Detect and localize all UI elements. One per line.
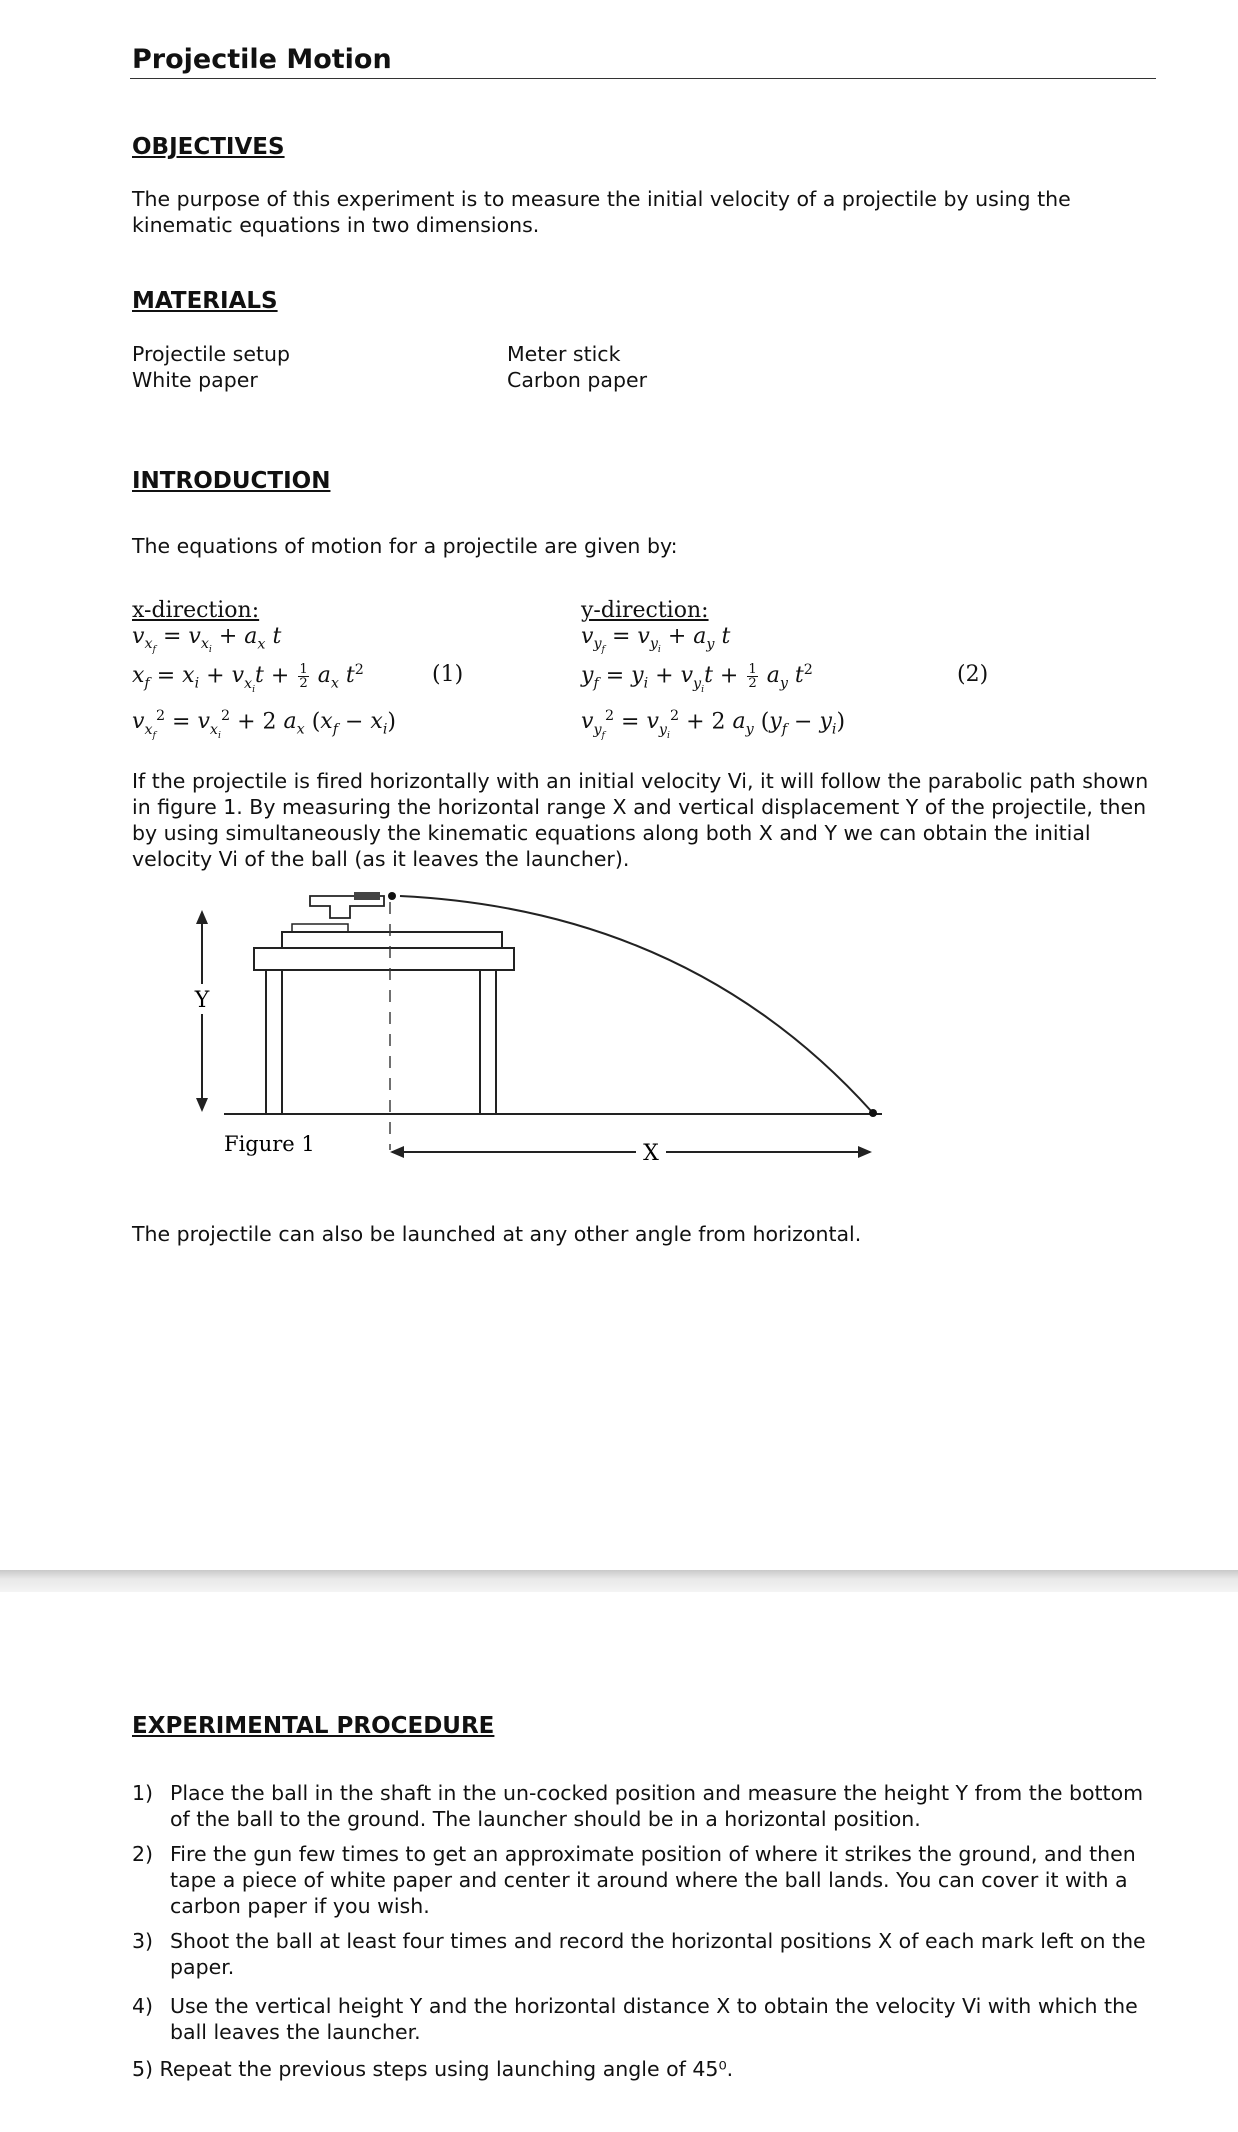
introduction-lead: The equations of motion for a projectile are given by: bbox=[132, 534, 678, 558]
document-page-2 bbox=[0, 1592, 1238, 2132]
y-direction-label: y-direction: bbox=[581, 598, 709, 623]
procedure-step bbox=[132, 1928, 1156, 1980]
table-leg-left bbox=[266, 970, 282, 1114]
title-underline bbox=[130, 78, 1156, 79]
equation-number-2: (2) bbox=[957, 662, 989, 687]
launch-angle-note: The projectile can also be launched at any other angle from horizontal. bbox=[132, 1222, 862, 1246]
x-direction-label: x-direction: bbox=[132, 598, 260, 623]
projectile-ball bbox=[388, 892, 396, 900]
objectives-text: The purpose of this experiment is to measure the initial velocity of a projectile by using the kinematic equations in two dimensions. bbox=[132, 187, 1071, 237]
material-item: White paper bbox=[132, 368, 258, 392]
step-number: 4) bbox=[132, 1994, 154, 2018]
step-number: 2) bbox=[132, 1842, 154, 1866]
material-item: Carbon paper bbox=[507, 368, 647, 392]
procedure-step-5: 5) Repeat the previous steps using launching angle of 45⁰. bbox=[132, 2057, 734, 2081]
x-dimension-label: X bbox=[643, 1141, 659, 1166]
equation-y-position: $y_f = y_i + v_{y_i}t$ + $\frac{1}{2}$ $a_y$ $t^2$ bbox=[581, 661, 813, 695]
equation-y-velocity-squared: $v_{y_f}^2 = v_{y_i}^2 + 2$ $a_y$ $(y_f - y_i)$ bbox=[581, 708, 846, 741]
y-arrow-top bbox=[196, 910, 208, 924]
materials-heading: MATERIALS bbox=[132, 288, 278, 314]
equation-number-1: (1) bbox=[432, 662, 464, 687]
projectile-figure bbox=[170, 888, 890, 1178]
step-number: 3) bbox=[132, 1929, 154, 1953]
equation-x-position: $x_f = x_i + v_{x_i}t$ + $\frac{1}{2}$ $a_x$ $t^2$ bbox=[132, 661, 364, 695]
table-top bbox=[254, 948, 514, 970]
equation-x-velocity-squared: $v_{x_f}^2 = v_{x_i}^2 + 2$ $a_x$ $(x_f - x_i)$ bbox=[132, 708, 397, 741]
equation-x-velocity: $v_{x_f} = v_{x_i} + a_x$ t bbox=[132, 624, 282, 656]
step-number: 1) bbox=[132, 1781, 154, 1805]
y-dimension-label: Y bbox=[194, 988, 210, 1013]
introduction-paragraph: If the projectile is fired horizontally with an initial velocity Vi, it will follow the parabolic path shown in figure 1. By measuring the horizontal range X and vertical displacement Y of the projectile, then by using simultaneously the kinematic equations along both X and Y we can obtain the initial velocity Vi of the ball (as it leaves the launcher). bbox=[132, 769, 1149, 871]
table-leg-right bbox=[480, 970, 496, 1114]
x-arrow-right bbox=[858, 1146, 872, 1158]
material-item: Meter stick bbox=[507, 342, 621, 366]
launcher-stand bbox=[292, 924, 348, 932]
page-separator bbox=[0, 1570, 1238, 1592]
material-item: Projectile setup bbox=[132, 342, 290, 366]
y-arrow-bottom bbox=[196, 1098, 208, 1112]
procedure-step bbox=[132, 1780, 1156, 1832]
step-text: Shoot the ball at least four times and record the horizontal positions X of each mark left on the paper. bbox=[170, 1929, 1146, 1979]
procedure-heading: EXPERIMENTAL PROCEDURE bbox=[132, 1713, 495, 1739]
procedure-step bbox=[132, 1993, 1156, 2045]
x-arrow-left bbox=[390, 1146, 404, 1158]
step-text: Fire the gun few times to get an approximate position of where it strikes the ground, and then tape a piece of white paper and center it around where the ball lands. You can cover it with a carbon paper if you wish. bbox=[170, 1842, 1136, 1918]
page-title: Projectile Motion bbox=[132, 44, 392, 75]
introduction-heading: INTRODUCTION bbox=[132, 468, 331, 494]
objectives-heading: OBJECTIVES bbox=[132, 134, 285, 160]
step-text: Place the ball in the shaft in the un-cocked position and measure the height Y from the bottom of the ball to the ground. The launcher should be in a horizontal position. bbox=[170, 1781, 1144, 1831]
trajectory-path bbox=[400, 896, 872, 1112]
equation-y-velocity: $v_{y_f} = v_{y_i} + a_y$ t bbox=[581, 624, 731, 656]
step-text: Use the vertical height Y and the horizontal distance X to obtain the velocity Vi with which the ball leaves the launcher. bbox=[170, 1994, 1138, 2044]
figure-caption: Figure 1 bbox=[224, 1132, 315, 1156]
landing-point bbox=[869, 1109, 877, 1117]
launcher-barrel bbox=[354, 892, 380, 900]
launcher-base bbox=[282, 932, 502, 948]
procedure-step bbox=[132, 1841, 1156, 1919]
